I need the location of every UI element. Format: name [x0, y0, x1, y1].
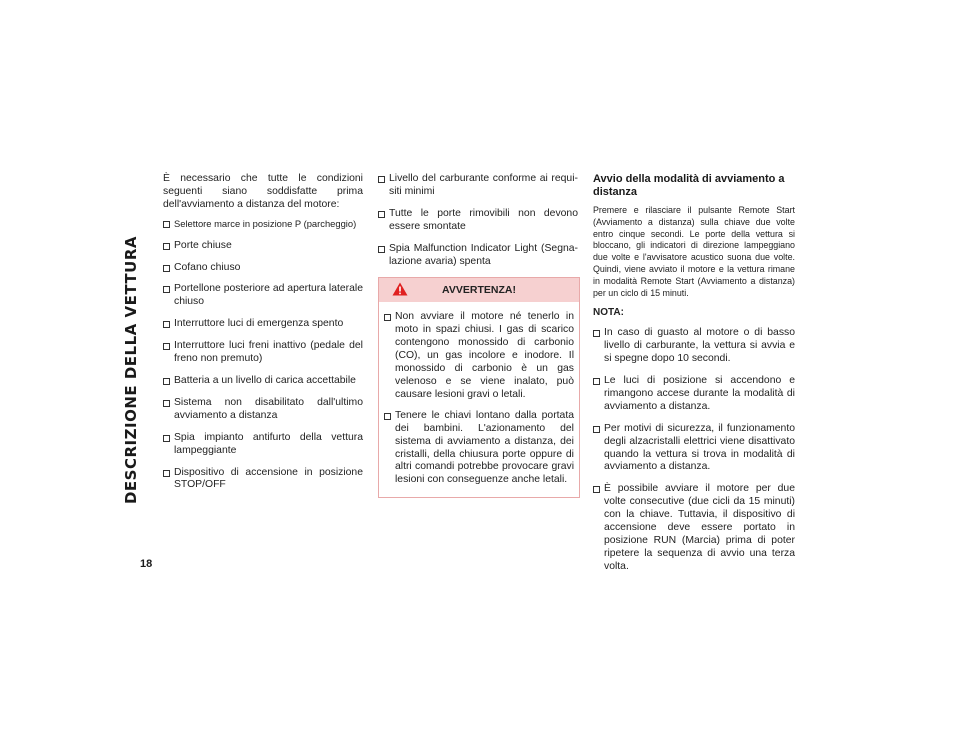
list-item: Dispositivo di accensione in posizione STOP/OFF — [163, 467, 363, 493]
checkbox-bullet-icon — [593, 378, 600, 385]
warning-body — [379, 302, 579, 497]
checkbox-bullet-icon — [384, 314, 391, 321]
checkbox-bullet-icon — [163, 221, 170, 228]
list-item: Batteria a un livello di carica accettabile — [163, 375, 363, 388]
checkbox-bullet-icon — [163, 470, 170, 477]
checkbox-bullet-icon — [384, 413, 391, 420]
checkbox-bullet-icon — [593, 486, 600, 493]
checkbox-bullet-icon — [163, 378, 170, 385]
list-item: Per motivi di sicurezza, il funzionamento degli alzacristalli elettrici viene disattivato quando la vettura si trova in modalità di avviamento a distanza. — [593, 423, 795, 475]
checkbox-bullet-icon — [163, 321, 170, 328]
list-item: Portellone posteriore ad apertura laterale chiuso — [163, 283, 363, 309]
section-heading: Avvio della modalità di avviamento a distanza — [593, 173, 785, 198]
column-left — [163, 173, 363, 501]
list-item: Porte chiuse — [163, 240, 363, 253]
list-item: È possibile avviare il motore per due volte consecutive (due cicli da 15 minuti) con la chiave. Tuttavia, il dispositivo di accensione deve essere portato in posizione RUN (Marcia) prima di poter ripetere la sequenza di avvio una terza volta. — [593, 483, 795, 573]
list-item: Le luci di posizione si accendono e rimangono accese durante la modalità di avviamento a distanza. — [593, 375, 795, 414]
page-number: 18 — [140, 558, 153, 570]
list-item: Sistema non disabilitato dall'ultimo avviamento a distanza — [163, 397, 363, 423]
checkbox-bullet-icon — [378, 176, 385, 183]
list-item: Spia impianto antifurto della vettura lampeggiante — [163, 432, 363, 458]
checkbox-bullet-icon — [378, 211, 385, 218]
list-item: Interruttore luci freni inattivo (pedale del freno non premuto) — [163, 340, 363, 366]
conditions-list — [163, 218, 363, 493]
conditions-list-continued — [378, 173, 578, 268]
warning-list — [384, 311, 574, 487]
checkbox-bullet-icon — [163, 243, 170, 250]
list-item: Spia Malfunction Indicator Light (Segnalazione avaria) spenta — [378, 243, 578, 269]
list-item: Selettore marce in posizione P (parcheggio) — [163, 218, 363, 231]
notes-list — [593, 327, 795, 573]
note-label: NOTA: — [593, 307, 624, 319]
warning-triangle-icon — [392, 282, 408, 296]
checkbox-bullet-icon — [163, 343, 170, 350]
checkbox-bullet-icon — [378, 246, 385, 253]
warning-header — [379, 278, 579, 302]
checkbox-bullet-icon — [163, 265, 170, 272]
list-item: Tutte le porte rimovibili non devono essere smontate — [378, 208, 578, 234]
checkbox-bullet-icon — [593, 426, 600, 433]
section-side-title: DESCRIZIONE DELLA VETTURA — [122, 235, 140, 505]
checkbox-bullet-icon — [163, 435, 170, 442]
checkbox-bullet-icon — [593, 330, 600, 337]
column-middle — [378, 173, 578, 498]
list-item: Cofano chiuso — [163, 262, 363, 275]
checkbox-bullet-icon — [163, 400, 170, 407]
warning-title: AVVERTENZA! — [442, 284, 516, 297]
procedure-paragraph: Premere e rilasciare il pulsante Remote Start (Avviamento a distanza) sulla chiave due volte entro cinque secondi. Le porte della vettura si bloccano, gli indicatori di direzione lampeggiano due volte e l'avvisatore acustico suona due volte. Quindi, viene avviato il motore e la vettura rimane in modalità Remote Start (Avviamento a distanza) per un ciclo di 15 minuti. — [593, 205, 795, 298]
list-item: Livello del carburante conforme ai requisiti minimi — [378, 173, 578, 199]
column-right — [593, 173, 795, 583]
list-item: Tenere le chiavi lontano dalla portata dei bambini. L'azionamento del sistema di avviamento a distanza, dei cristalli, della chiusura porte oppure di altri comandi potrebbe provocare gravi lesioni con conseguenze anche letali. — [384, 410, 574, 487]
list-item: Interruttore luci di emergenza spento — [163, 318, 363, 331]
intro-paragraph: È necessario che tutte le condizioni seguenti siano soddisfatte prima dell'avviamento a distanza del motore: — [163, 173, 363, 210]
warning-box — [378, 277, 580, 498]
list-item: Non avviare il motore né tenerlo in moto in spazi chiusi. I gas di scarico contengono monossido di carbonio (CO), un gas incolore e inodore. Il monossido di carbonio è un gas velenoso e se viene inalato, può causare lesioni gravi o letali. — [384, 311, 574, 401]
checkbox-bullet-icon — [163, 286, 170, 293]
list-item: In caso di guasto al motore o di basso livello di carburante, la vettura si avvia e si spegne dopo 10 secondi. — [593, 327, 795, 366]
